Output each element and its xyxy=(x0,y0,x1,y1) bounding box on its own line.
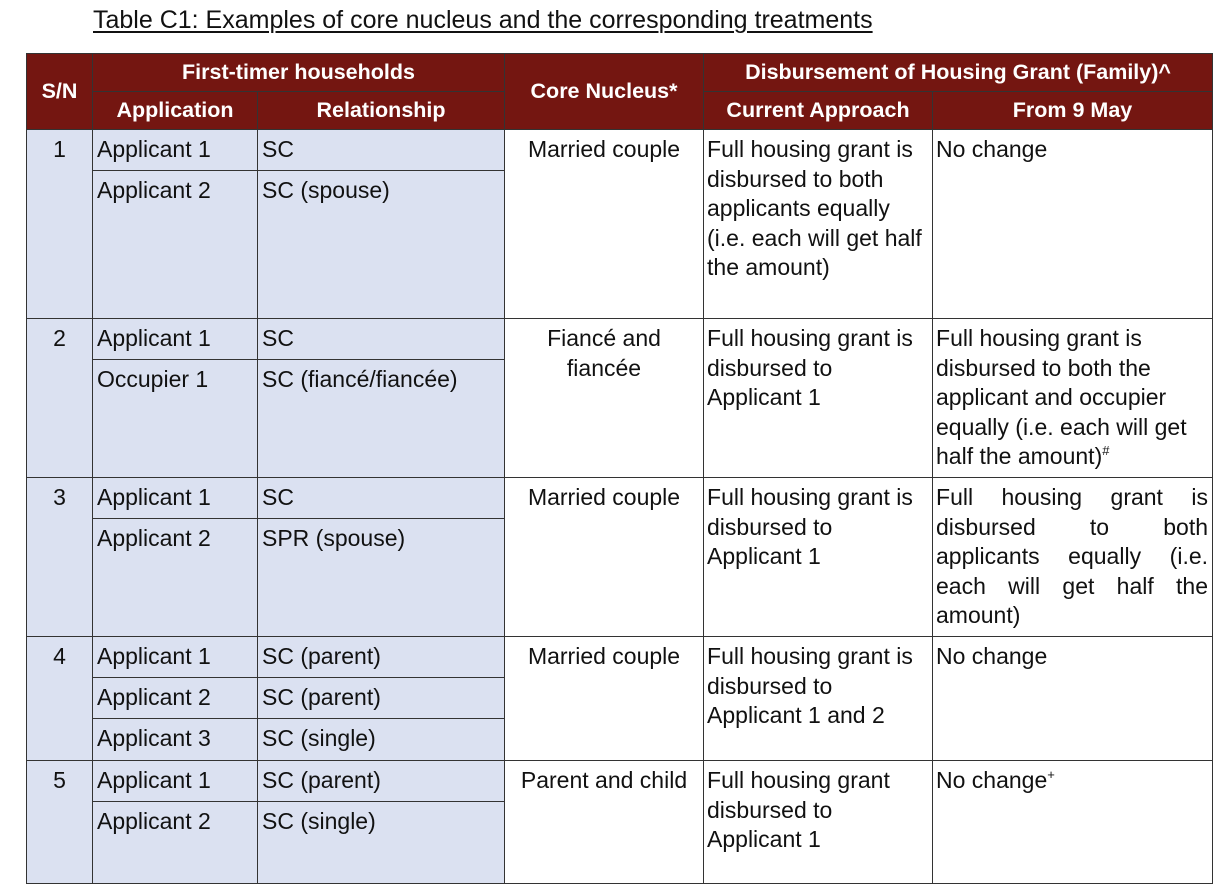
cell-application: Applicant 1 xyxy=(93,130,258,171)
cell-application: Applicant 2 xyxy=(93,678,258,719)
cell-from-9-may xyxy=(933,637,1213,761)
cell-core-nucleus: Married couple xyxy=(505,130,704,319)
cell-application: Applicant 2 xyxy=(93,171,258,319)
header-first-timer-households: First-timer households xyxy=(93,54,505,92)
cell-sn: 5 xyxy=(27,761,93,884)
cell-sn: 2 xyxy=(27,319,93,478)
cell-current-approach: Full housing grant is disbursed to both applicants equally (i.e. each will get half the amount) xyxy=(704,130,933,319)
cell-relationship: SC xyxy=(258,319,505,360)
cell-from-9-may xyxy=(933,130,1213,319)
cell-relationship: SC (single) xyxy=(258,802,505,884)
cell-relationship: SC (spouse) xyxy=(258,171,505,319)
cell-core-nucleus: Parent and child xyxy=(505,761,704,884)
cell-application: Applicant 1 xyxy=(93,761,258,802)
cell-relationship: SC (parent) xyxy=(258,637,505,678)
footnote-mark: # xyxy=(1102,443,1110,458)
cell-from-9-may xyxy=(933,319,1213,478)
table-row xyxy=(27,319,1213,360)
cell-application: Applicant 1 xyxy=(93,319,258,360)
from-9-may-text: Full housing grant is disbursed to both applicants equally (i.e. each will get half the amount) xyxy=(936,484,1209,628)
footnote-mark: + xyxy=(1047,767,1055,782)
cell-relationship: SC (parent) xyxy=(258,678,505,719)
table-row xyxy=(27,761,1213,802)
header-disbursement: Disbursement of Housing Grant (Family)^ xyxy=(704,54,1213,92)
header-from-9-may: From 9 May xyxy=(933,92,1213,130)
table-row xyxy=(27,478,1213,519)
cell-sn: 3 xyxy=(27,478,93,637)
header-sn: S/N xyxy=(27,54,93,130)
cell-core-nucleus: Married couple xyxy=(505,478,704,637)
cell-relationship: SC (parent) xyxy=(258,761,505,802)
core-nucleus-table xyxy=(26,53,1213,884)
cell-application: Applicant 1 xyxy=(93,637,258,678)
cell-from-9-may xyxy=(933,761,1213,884)
from-9-may-text: No change xyxy=(936,643,1048,669)
cell-current-approach: Full housing grant is disbursed to Applicant 1 xyxy=(704,319,933,478)
cell-application: Applicant 2 xyxy=(93,802,258,884)
table-row xyxy=(27,637,1213,678)
cell-application: Applicant 1 xyxy=(93,478,258,519)
cell-relationship: SC xyxy=(258,130,505,171)
cell-core-nucleus: Married couple xyxy=(505,637,704,761)
cell-current-approach: Full housing grant is disbursed to Applicant 1 xyxy=(704,478,933,637)
cell-application: Applicant 3 xyxy=(93,719,258,761)
cell-from-9-may xyxy=(933,478,1213,637)
header-relationship: Relationship xyxy=(258,92,505,130)
from-9-may-text: Full housing grant is disbursed to both the applicant and occupier equally (i.e. each will get half the amount) xyxy=(936,325,1187,469)
table-title: Table C1: Examples of core nucleus and the corresponding treatments xyxy=(93,6,873,34)
cell-application: Applicant 2 xyxy=(93,519,258,637)
cell-current-approach: Full housing grant disbursed to Applicant 1 xyxy=(704,761,933,884)
cell-relationship: SC (single) xyxy=(258,719,505,761)
cell-current-approach: Full housing grant is disbursed to Applicant 1 and 2 xyxy=(704,637,933,761)
header-application: Application xyxy=(93,92,258,130)
cell-relationship: SC xyxy=(258,478,505,519)
cell-relationship: SC (fiancé/fiancée) xyxy=(258,360,505,478)
cell-application: Occupier 1 xyxy=(93,360,258,478)
cell-core-nucleus: Fiancé and fiancée xyxy=(505,319,704,478)
cell-sn: 4 xyxy=(27,637,93,761)
header-current-approach: Current Approach xyxy=(704,92,933,130)
from-9-may-text: No change xyxy=(936,767,1048,793)
cell-sn: 1 xyxy=(27,130,93,319)
table-row xyxy=(27,130,1213,171)
from-9-may-text: No change xyxy=(936,136,1048,162)
cell-relationship: SPR (spouse) xyxy=(258,519,505,637)
header-core-nucleus: Core Nucleus* xyxy=(505,54,704,130)
